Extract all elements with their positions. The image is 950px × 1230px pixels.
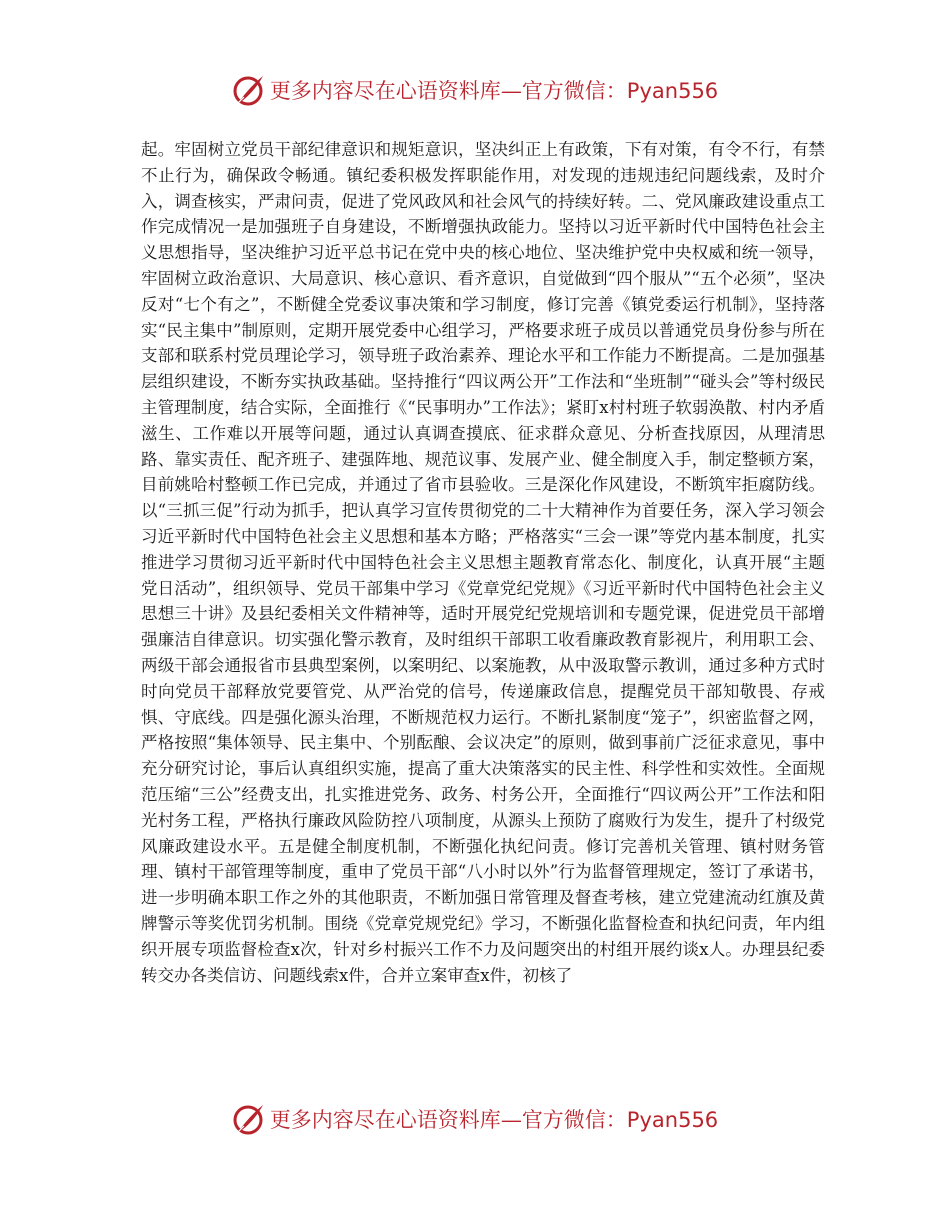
- body-paragraph: 起。牢固树立党员干部纪律意识和规矩意识，坚决纠正上有政策，下有对策，有令不行，有禁不止行为，确保政令畅通。镇纪委积极发挥职能作用，对发现的违规违纪问题线索，及时介入，调查核实，严肃问责，促进了党风政风和社会风气的持续好转。二、党风廉政建设重点工作完成情况一是加强班子自身建设，不断增强执政能力。坚持以习近平新时代中国特色社会主义思想指导，坚决维护习近平总书记在党中央的核心地位、坚决维护党中央权威和统一领导，牢固树立政治意识、大局意识、核心意识、看齐意识，自觉做到“四个服从”“五个必须”，坚决反对“七个有之”，不断健全党委议事决策和学习制度，修订完善《镇党委运行机制》，坚持落实“民主集中”制原则，定期开展党委中心组学习，严格要求班子成员以普通党员身份参与所在支部和联系村党员理论学习，领导班子政治素养、理论水平和工作能力不断提高。二是加强基层组织建设，不断夯实执政基础。坚持推行“四议两公开”工作法和“坐班制”“碰头会”等村级民主管理制度，结合实际，全面推行《“民事明办”工作法》；紧盯x村村班子软弱涣散、村内矛盾滋生、工作难以开展等问题，通过认真调查摸底、征求群众意见、分析查找原因，从理清思路、靠实责任、配齐班子、建强阵地、规范议事、发展产业、健全制度入手，制定整顿方案，目前姚哈村整顿工作已完成，并通过了省市县验收。三是深化作风建设，不断筑牢拒腐防线。以“三抓三促”行动为抓手，把认真学习宣传贯彻党的二十大精神作为首要任务，深入学习领会习近平新时代中国特色社会主义思想和基本方略；严格落实“三会一课”等党内基本制度，扎实推进学习贯彻习近平新时代中国特色社会主义思想主题教育常态化、制度化，认真开展“主题党日活动”，组织领导、党员干部集中学习《党章党纪党规》《习近平新时代中国特色社会主义思想三十讲》及县纪委相关文件精神等，适时开展党纪党规培训和专题党课，促进党员干部增强廉洁自律意识。切实强化警示教育，及时组织干部职工收看廉政教育影视片，利用职工会、两级干部会通报省市县典型案例，以案明纪、以案施教，从中汲取警示教训，通过多种方式时时向党员干部释放党要管党、从严治党的信号，传递廉政信息，提醒党员干部知敬畏、存戒惧、守底线。四是强化源头治理，不断规范权力运行。不断扎紧制度“笼子”，织密监督之网，严格按照“集体领导、民主集中、个别酝酿、会议决定”的原则，做到事前广泛征求意见，事中充分研究讨论，事后认真组织实施，提高了重大决策落实的民主性、科学性和实效性。全面规范压缩“三公”经费支出，扎实推进党务、政务、村务公开，全面推行“四议两公开”工作法和阳光村务工程，严格执行廉政风险防控八项制度，从源头上预防了腐败行为发生，提升了村级党风廉政建设水平。五是健全制度机制，不断强化执纪问责。修订完善机关管理、镇村财务管理、镇村干部管理等制度，重申了党员干部“八小时以外”行为监督管理规定，签订了承诺书，进一步明确本职工作之外的其他职责，不断加强日常管理及督查考核，建立党建流动红旗及黄牌警示等奖优罚劣机制。围绕《党章党规党纪》学习，不断强化监督检查和执纪问责，年内组织开展专项监督检查x次，针对乡村振兴工作不力及问题突出的村组开展约谈x人。办理县纪委转交办各类信访、问题线索x件，合并立案审查x件，初核了: [141, 140, 825, 985]
- header-banner-text: [270, 75, 718, 105]
- footer-banner-separator: —: [500, 1108, 522, 1132]
- header-banner-separator: —: [500, 79, 522, 103]
- footer-banner-title: 更多内容尽在心语资料库: [269, 1108, 501, 1132]
- document-body: [141, 137, 825, 1072]
- quill-pen-logo-icon: [232, 1102, 266, 1136]
- header-banner: [0, 68, 950, 112]
- footer-banner-text: [270, 1104, 718, 1134]
- header-banner-title: 更多内容尽在心语资料库: [269, 79, 501, 103]
- quill-pen-logo-icon: [232, 73, 266, 107]
- footer-banner-contact: 官方微信：Pyan556: [521, 1108, 719, 1132]
- header-banner-contact: 官方微信：Pyan556: [521, 79, 719, 103]
- footer-banner: [0, 1097, 950, 1141]
